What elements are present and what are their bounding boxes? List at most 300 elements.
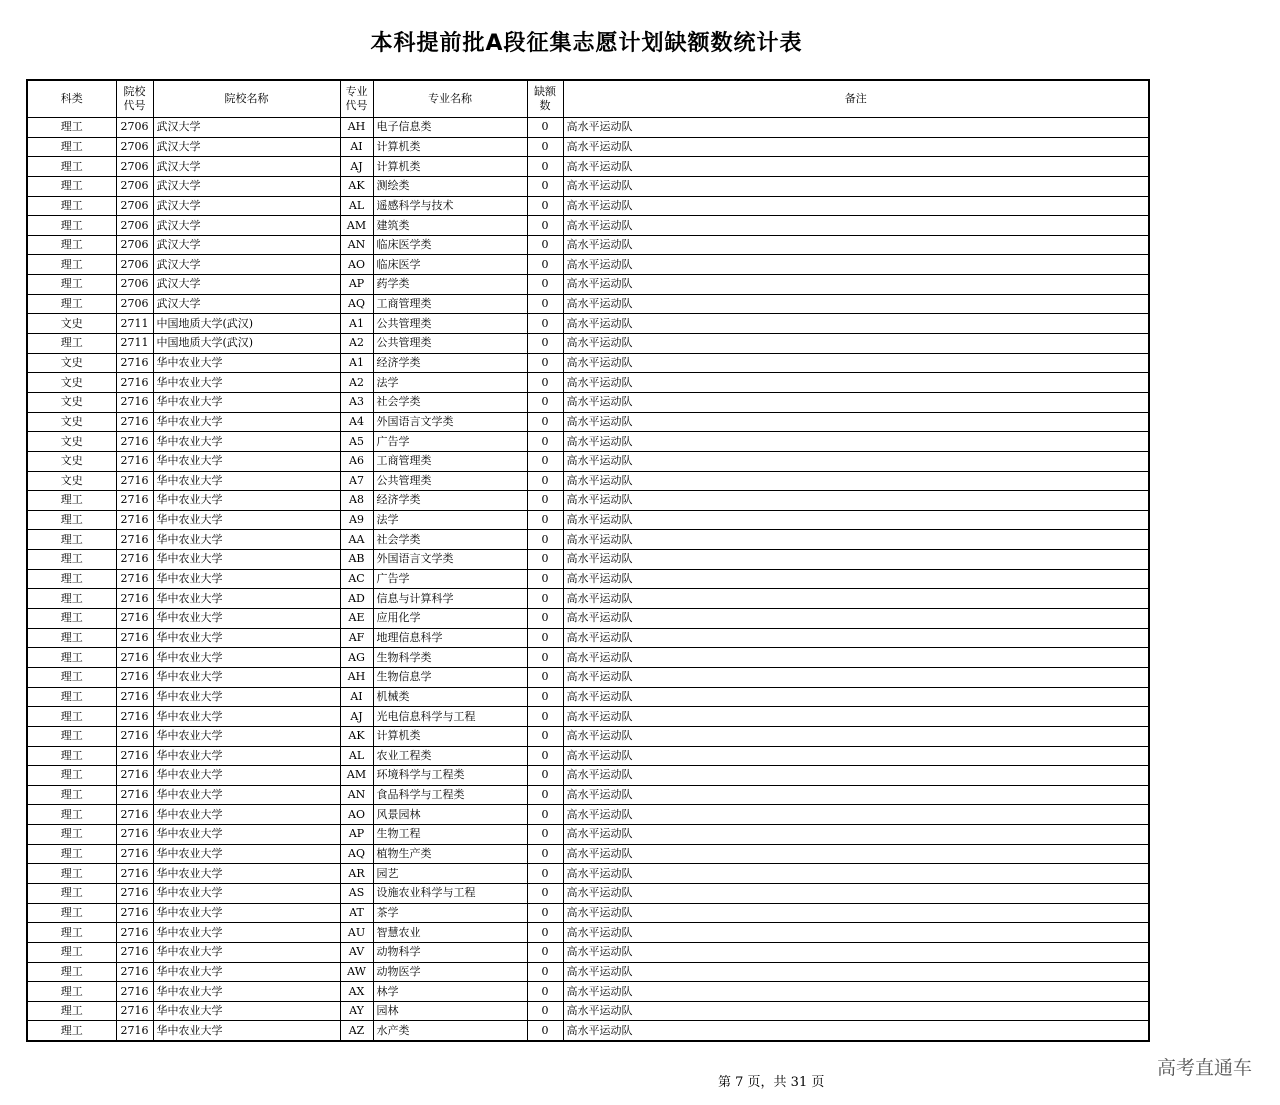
cell-remarks: 高水平运动队 [563,687,1149,707]
cell-school-code: 2716 [116,412,153,432]
cell-category: 理工 [27,275,116,295]
table-row [27,648,1149,668]
cell-major-code: A5 [340,432,373,452]
table-row [27,766,1149,786]
cell-major-code: AQ [340,294,373,314]
cell-major-code: A2 [340,334,373,354]
cell-school-name: 华中农业大学 [153,746,340,766]
table-row [27,569,1149,589]
cell-remarks: 高水平运动队 [563,648,1149,668]
cell-major-name: 林学 [373,982,527,1002]
cell-remarks: 高水平运动队 [563,1021,1149,1041]
table-row [27,550,1149,570]
cell-school-name: 华中农业大学 [153,982,340,1002]
cell-category: 理工 [27,844,116,864]
cell-school-code: 2716 [116,451,153,471]
page-number: 第 7 页，共 31 页 [718,1075,825,1090]
cell-major-code: A1 [340,353,373,373]
cell-shortfall: 0 [527,707,563,727]
header-row [27,80,1149,118]
cell-category: 理工 [27,785,116,805]
cell-school-code: 2706 [116,216,153,236]
cell-remarks: 高水平运动队 [563,530,1149,550]
cell-school-code: 2711 [116,314,153,334]
table-row [27,903,1149,923]
cell-school-code: 2716 [116,589,153,609]
cell-category: 理工 [27,903,116,923]
cell-major-name: 园艺 [373,864,527,884]
cell-school-code: 2706 [116,157,153,177]
cell-remarks: 高水平运动队 [563,216,1149,236]
cell-major-name: 电子信息类 [373,118,527,138]
table-row [27,844,1149,864]
cell-shortfall: 0 [527,609,563,629]
cell-school-name: 华中农业大学 [153,353,340,373]
cell-shortfall: 0 [527,1001,563,1021]
cell-school-name: 武汉大学 [153,118,340,138]
cell-school-name: 中国地质大学(武汉) [153,314,340,334]
cell-remarks: 高水平运动队 [563,196,1149,216]
cell-school-code: 2716 [116,707,153,727]
cell-major-name: 智慧农业 [373,923,527,943]
table-row [27,314,1149,334]
cell-remarks: 高水平运动队 [563,883,1149,903]
cell-shortfall: 0 [527,510,563,530]
cell-remarks: 高水平运动队 [563,864,1149,884]
cell-school-name: 华中农业大学 [153,471,340,491]
cell-school-name: 华中农业大学 [153,628,340,648]
cell-school-code: 2716 [116,1021,153,1041]
cell-shortfall: 0 [527,962,563,982]
cell-major-code: AI [340,687,373,707]
cell-shortfall: 0 [527,825,563,845]
cell-remarks: 高水平运动队 [563,942,1149,962]
page-title: 本科提前批A段征集志愿计划缺额数统计表 [370,31,803,56]
cell-remarks: 高水平运动队 [563,118,1149,138]
cell-major-code: AS [340,883,373,903]
table-row [27,334,1149,354]
cell-major-code: A2 [340,373,373,393]
cell-major-name: 外国语言文学类 [373,550,527,570]
cell-major-code: A9 [340,510,373,530]
cell-major-code: AF [340,628,373,648]
table-row [27,235,1149,255]
cell-school-code: 2716 [116,648,153,668]
cell-school-name: 华中农业大学 [153,648,340,668]
cell-category: 文史 [27,353,116,373]
table-row [27,255,1149,275]
cell-school-name: 华中农业大学 [153,491,340,511]
cell-major-name: 农业工程类 [373,746,527,766]
cell-shortfall: 0 [527,216,563,236]
cell-school-code: 2716 [116,785,153,805]
table-row [27,785,1149,805]
cell-major-code: AL [340,746,373,766]
cell-school-code: 2716 [116,766,153,786]
table-row [27,471,1149,491]
cell-major-name: 外国语言文学类 [373,412,527,432]
cell-shortfall: 0 [527,648,563,668]
table-row [27,412,1149,432]
table-row [27,982,1149,1002]
cell-category: 理工 [27,667,116,687]
cell-remarks: 高水平运动队 [563,962,1149,982]
table-row [27,491,1149,511]
cell-category: 理工 [27,825,116,845]
cell-major-code: AG [340,648,373,668]
cell-major-name: 社会学类 [373,530,527,550]
cell-major-name: 动物科学 [373,942,527,962]
cell-shortfall: 0 [527,785,563,805]
cell-school-name: 武汉大学 [153,137,340,157]
cell-shortfall: 0 [527,118,563,138]
cell-school-code: 2716 [116,667,153,687]
cell-major-code: AJ [340,157,373,177]
cell-major-name: 茶学 [373,903,527,923]
cell-major-name: 风景园林 [373,805,527,825]
cell-school-code: 2716 [116,471,153,491]
cell-school-name: 华中农业大学 [153,432,340,452]
cell-school-name: 武汉大学 [153,255,340,275]
cell-category: 文史 [27,314,116,334]
table-body [27,118,1149,1042]
cell-shortfall: 0 [527,530,563,550]
cell-school-name: 华中农业大学 [153,687,340,707]
column-header-major-code: 专业代号 [340,80,373,118]
cell-school-name: 华中农业大学 [153,451,340,471]
cell-major-code: AC [340,569,373,589]
cell-major-code: AW [340,962,373,982]
column-header-category: 科类 [27,80,116,118]
cell-category: 理工 [27,216,116,236]
cell-category: 理工 [27,1001,116,1021]
cell-category: 文史 [27,373,116,393]
cell-major-name: 计算机类 [373,726,527,746]
cell-major-code: A1 [340,314,373,334]
table-row [27,176,1149,196]
cell-school-code: 2716 [116,844,153,864]
cell-major-code: AP [340,275,373,295]
cell-remarks: 高水平运动队 [563,471,1149,491]
cell-shortfall: 0 [527,667,563,687]
cell-remarks: 高水平运动队 [563,373,1149,393]
cell-major-code: AR [340,864,373,884]
cell-school-name: 华中农业大学 [153,667,340,687]
cell-major-code: AT [340,903,373,923]
table-row [27,196,1149,216]
cell-shortfall: 0 [527,844,563,864]
table-row [27,667,1149,687]
cell-shortfall: 0 [527,294,563,314]
cell-major-name: 公共管理类 [373,314,527,334]
cell-category: 理工 [27,746,116,766]
cell-shortfall: 0 [527,392,563,412]
cell-shortfall: 0 [527,746,563,766]
cell-shortfall: 0 [527,766,563,786]
cell-major-name: 建筑类 [373,216,527,236]
cell-remarks: 高水平运动队 [563,844,1149,864]
quota-table [26,79,1150,1042]
cell-school-code: 2716 [116,569,153,589]
cell-category: 理工 [27,550,116,570]
cell-major-name: 光电信息科学与工程 [373,707,527,727]
cell-category: 理工 [27,137,116,157]
cell-major-name: 公共管理类 [373,471,527,491]
cell-major-name: 广告学 [373,569,527,589]
cell-category: 理工 [27,726,116,746]
cell-major-name: 广告学 [373,432,527,452]
cell-category: 文史 [27,412,116,432]
cell-school-code: 2706 [116,196,153,216]
cell-category: 理工 [27,235,116,255]
cell-major-name: 生物工程 [373,825,527,845]
cell-major-name: 应用化学 [373,609,527,629]
cell-category: 理工 [27,883,116,903]
cell-school-name: 武汉大学 [153,176,340,196]
cell-shortfall: 0 [527,196,563,216]
cell-school-name: 华中农业大学 [153,412,340,432]
cell-major-code: AN [340,235,373,255]
cell-category: 理工 [27,942,116,962]
cell-remarks: 高水平运动队 [563,746,1149,766]
table-row [27,294,1149,314]
table-row [27,373,1149,393]
cell-remarks: 高水平运动队 [563,255,1149,275]
cell-remarks: 高水平运动队 [563,707,1149,727]
cell-shortfall: 0 [527,432,563,452]
cell-remarks: 高水平运动队 [563,235,1149,255]
watermark: 高考直通车 [1156,1057,1252,1079]
cell-major-code: A7 [340,471,373,491]
cell-major-code: AL [340,196,373,216]
cell-school-code: 2716 [116,982,153,1002]
cell-school-code: 2706 [116,255,153,275]
cell-school-code: 2711 [116,334,153,354]
cell-remarks: 高水平运动队 [563,491,1149,511]
table-row [27,726,1149,746]
cell-category: 理工 [27,923,116,943]
cell-shortfall: 0 [527,569,563,589]
cell-major-name: 经济学类 [373,491,527,511]
cell-school-code: 2716 [116,510,153,530]
cell-category: 理工 [27,766,116,786]
cell-category: 理工 [27,294,116,314]
cell-major-name: 法学 [373,373,527,393]
cell-remarks: 高水平运动队 [563,137,1149,157]
cell-shortfall: 0 [527,687,563,707]
cell-major-code: AE [340,609,373,629]
cell-school-code: 2706 [116,235,153,255]
cell-shortfall: 0 [527,137,563,157]
table-row [27,883,1149,903]
column-header-school-code: 院校代号 [116,80,153,118]
cell-school-name: 华中农业大学 [153,962,340,982]
cell-remarks: 高水平运动队 [563,785,1149,805]
cell-category: 理工 [27,255,116,275]
cell-major-name: 信息与计算科学 [373,589,527,609]
cell-remarks: 高水平运动队 [563,353,1149,373]
cell-school-name: 华中农业大学 [153,510,340,530]
cell-category: 文史 [27,471,116,491]
cell-school-name: 华中农业大学 [153,530,340,550]
cell-major-name: 设施农业科学与工程 [373,883,527,903]
cell-major-code: AJ [340,707,373,727]
cell-major-code: AB [340,550,373,570]
cell-category: 理工 [27,176,116,196]
cell-shortfall: 0 [527,923,563,943]
cell-school-name: 华中农业大学 [153,923,340,943]
table-row [27,923,1149,943]
cell-major-name: 工商管理类 [373,294,527,314]
cell-major-code: AN [340,785,373,805]
cell-remarks: 高水平运动队 [563,432,1149,452]
cell-remarks: 高水平运动队 [563,726,1149,746]
cell-school-name: 华中农业大学 [153,883,340,903]
cell-remarks: 高水平运动队 [563,903,1149,923]
cell-category: 文史 [27,392,116,412]
cell-remarks: 高水平运动队 [563,550,1149,570]
cell-major-name: 生物信息学 [373,667,527,687]
cell-shortfall: 0 [527,864,563,884]
cell-shortfall: 0 [527,628,563,648]
cell-school-code: 2716 [116,805,153,825]
cell-major-code: A6 [340,451,373,471]
cell-remarks: 高水平运动队 [563,589,1149,609]
table-row [27,707,1149,727]
cell-category: 理工 [27,687,116,707]
cell-major-name: 计算机类 [373,157,527,177]
cell-remarks: 高水平运动队 [563,982,1149,1002]
cell-remarks: 高水平运动队 [563,510,1149,530]
cell-major-code: AY [340,1001,373,1021]
cell-school-code: 2716 [116,392,153,412]
cell-major-name: 法学 [373,510,527,530]
cell-shortfall: 0 [527,235,563,255]
table-row [27,432,1149,452]
table-row [27,942,1149,962]
cell-remarks: 高水平运动队 [563,1001,1149,1021]
cell-major-code: AV [340,942,373,962]
table-row [27,353,1149,373]
column-header-shortfall: 缺额数 [527,80,563,118]
cell-school-name: 武汉大学 [153,275,340,295]
cell-major-code: AO [340,805,373,825]
table-row [27,1001,1149,1021]
cell-major-code: AP [340,825,373,845]
cell-major-code: A4 [340,412,373,432]
cell-major-name: 测绘类 [373,176,527,196]
cell-category: 理工 [27,569,116,589]
cell-remarks: 高水平运动队 [563,451,1149,471]
cell-remarks: 高水平运动队 [563,923,1149,943]
table-row [27,746,1149,766]
cell-school-name: 华中农业大学 [153,707,340,727]
cell-shortfall: 0 [527,942,563,962]
cell-school-name: 华中农业大学 [153,844,340,864]
cell-shortfall: 0 [527,805,563,825]
cell-school-code: 2716 [116,353,153,373]
cell-school-code: 2716 [116,962,153,982]
table-row [27,589,1149,609]
cell-category: 理工 [27,609,116,629]
cell-school-name: 华中农业大学 [153,1021,340,1041]
cell-remarks: 高水平运动队 [563,294,1149,314]
cell-shortfall: 0 [527,255,563,275]
table-row [27,1021,1149,1041]
cell-shortfall: 0 [527,726,563,746]
table-row [27,510,1149,530]
cell-major-code: AK [340,726,373,746]
cell-school-name: 华中农业大学 [153,785,340,805]
cell-remarks: 高水平运动队 [563,569,1149,589]
cell-school-code: 2716 [116,883,153,903]
cell-remarks: 高水平运动队 [563,667,1149,687]
cell-remarks: 高水平运动队 [563,176,1149,196]
cell-remarks: 高水平运动队 [563,412,1149,432]
cell-remarks: 高水平运动队 [563,314,1149,334]
cell-major-name: 计算机类 [373,137,527,157]
cell-school-code: 2716 [116,903,153,923]
cell-major-name: 环境科学与工程类 [373,766,527,786]
cell-major-name: 食品科学与工程类 [373,785,527,805]
cell-category: 理工 [27,118,116,138]
cell-school-name: 华中农业大学 [153,609,340,629]
table-row [27,805,1149,825]
cell-shortfall: 0 [527,982,563,1002]
cell-school-name: 武汉大学 [153,235,340,255]
cell-shortfall: 0 [527,353,563,373]
cell-category: 理工 [27,628,116,648]
table-row [27,216,1149,236]
cell-school-code: 2716 [116,628,153,648]
cell-shortfall: 0 [527,883,563,903]
cell-shortfall: 0 [527,314,563,334]
cell-school-code: 2716 [116,550,153,570]
cell-category: 理工 [27,864,116,884]
cell-category: 理工 [27,530,116,550]
cell-major-code: A3 [340,392,373,412]
table-row [27,628,1149,648]
cell-category: 理工 [27,648,116,668]
cell-shortfall: 0 [527,176,563,196]
cell-major-name: 工商管理类 [373,451,527,471]
cell-remarks: 高水平运动队 [563,157,1149,177]
cell-major-code: AU [340,923,373,943]
cell-shortfall: 0 [527,589,563,609]
table-row [27,864,1149,884]
cell-major-name: 临床医学 [373,255,527,275]
cell-major-code: AQ [340,844,373,864]
cell-shortfall: 0 [527,903,563,923]
cell-shortfall: 0 [527,412,563,432]
table-row [27,530,1149,550]
cell-school-name: 武汉大学 [153,157,340,177]
cell-school-code: 2716 [116,373,153,393]
cell-school-code: 2716 [116,923,153,943]
cell-school-code: 2716 [116,530,153,550]
cell-school-name: 华中农业大学 [153,766,340,786]
cell-shortfall: 0 [527,550,563,570]
cell-school-name: 华中农业大学 [153,805,340,825]
cell-major-code: AH [340,118,373,138]
cell-school-code: 2706 [116,294,153,314]
cell-major-code: AO [340,255,373,275]
cell-school-name: 中国地质大学(武汉) [153,334,340,354]
table-row [27,392,1149,412]
cell-shortfall: 0 [527,451,563,471]
cell-category: 理工 [27,491,116,511]
column-header-remarks: 备注 [563,80,1149,118]
